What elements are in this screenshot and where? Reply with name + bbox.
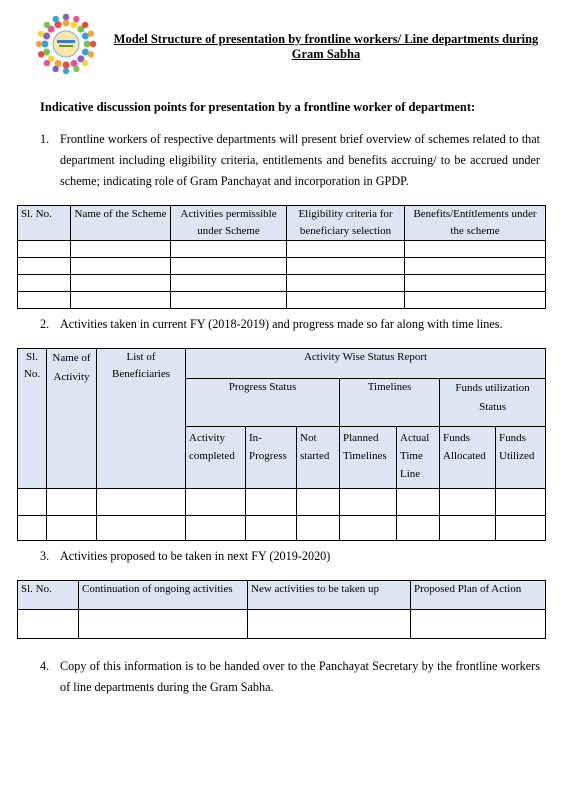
document-title: Model Structure of presentation by frontline workers/ Line departments during Gram Sabha (113, 32, 539, 61)
table-header: Eligibility criteria for beneficiary selection (287, 206, 405, 241)
table-header: Proposed Plan of Action (411, 581, 546, 610)
table-header: Activity completed (186, 427, 246, 489)
scheme-overview-table (17, 205, 546, 309)
table-row (18, 489, 546, 516)
table-header: Benefits/Entitlements under the scheme (405, 206, 546, 241)
table-header: Sl. No. (18, 206, 71, 241)
table-header: Name of the Scheme (71, 206, 171, 241)
table-row (18, 516, 546, 541)
point-number: 4. (40, 659, 50, 673)
discussion-point-2 (40, 314, 540, 335)
point-text: Activities proposed to be taken in next FY (2019-2020) (60, 549, 331, 563)
discussion-point-1 (40, 129, 540, 192)
table-header: New activities to be taken up (248, 581, 411, 610)
proposed-activities-table (17, 580, 546, 639)
table-header: Funds Utilized (496, 427, 546, 489)
table-row (18, 610, 546, 639)
table-header: Sl. No. (18, 581, 79, 610)
point-number: 2. (40, 317, 50, 331)
table-header: Progress Status (186, 379, 340, 427)
table-row (18, 292, 546, 309)
table-header: Name of Activity (47, 349, 97, 489)
table-header: Planned Timelines (340, 427, 397, 489)
table-row (18, 241, 546, 258)
gram-sabha-logo (30, 6, 102, 78)
discussion-point-3 (40, 546, 540, 567)
discussion-point-4 (40, 656, 540, 698)
activity-status-table (17, 348, 546, 541)
point-number: 3. (40, 549, 50, 563)
point-text: Activities taken in current FY (2018-2019) and progress made so far along with time lines. (60, 317, 503, 331)
table-header: Timelines (340, 379, 440, 427)
table-header: Sl. No. (18, 349, 47, 489)
point-text: Frontline workers of respective departments will present brief overview of schemes related to that department including eligibility criteria, entitlements and benefits accruing/ to be accrued under scheme; indicating role of Gram Panchayat and incorporation in GPDP. (60, 132, 540, 188)
table-header: Activities permissible under Scheme (171, 206, 287, 241)
table-row (18, 275, 546, 292)
point-number: 1. (40, 132, 50, 146)
table-header: Funds utilization Status (440, 379, 546, 427)
point-text: Copy of this information is to be handed over to the Panchayat Secretary by the frontline workers of line departments during the Gram Sabha. (60, 659, 540, 694)
table-header: Continuation of ongoing activities (79, 581, 248, 610)
table-header: Funds Allocated (440, 427, 496, 489)
table-header: Not started (297, 427, 340, 489)
section-subheading: Indicative discussion points for presentation by a frontline worker of department: (40, 100, 476, 114)
table-header: List of Beneficiaries (97, 349, 186, 489)
table-row (18, 258, 546, 275)
table-header: In-Progress (246, 427, 297, 489)
table-header: Activity Wise Status Report (186, 349, 546, 379)
table-header: Actual Time Line (397, 427, 440, 489)
